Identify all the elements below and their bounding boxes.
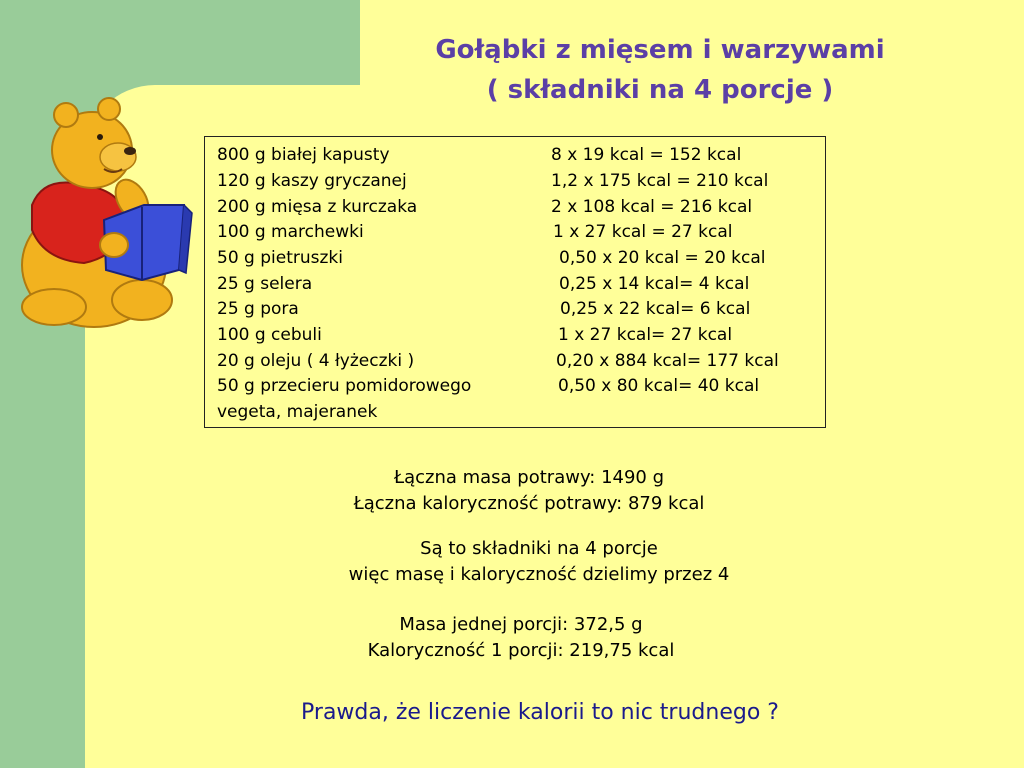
ingredient-calc: 1,2 x 175 kcal = 210 kcal <box>551 171 769 191</box>
ingredient-calc: 0,50 x 80 kcal= 40 kcal <box>558 376 760 396</box>
ingredient-item: 50 g przecieru pomidorowego <box>217 376 472 396</box>
ingredient-row <box>217 325 817 351</box>
ingredients-box <box>204 136 826 428</box>
note-line-2: więc masę i kaloryczność dzielimy przez 4 <box>348 564 730 585</box>
total-calorie-text: Łączna kaloryczność potrawy: 879 kcal <box>353 493 705 514</box>
ingredient-item: 50 g pietruszki <box>217 248 343 268</box>
ingredient-item: 200 g mięsa z kurczaka <box>217 197 418 217</box>
ingredient-calc: 2 x 108 kcal = 216 kcal <box>551 197 753 217</box>
ingredient-calc: 8 x 19 kcal = 152 kcal <box>551 145 742 165</box>
title-line-1: Gołąbki z mięsem i warzywami <box>435 35 885 65</box>
winnie-the-pooh-reading-icon <box>14 95 194 330</box>
closing-question: Prawda, że liczenie kalorii to nic trudnego ? <box>301 700 779 725</box>
total-mass-text: Łączna masa potrawy: 1490 g <box>393 467 665 488</box>
ingredient-calc: 0,25 x 22 kcal= 6 kcal <box>560 299 751 319</box>
ingredient-item: 100 g cebuli <box>217 325 322 345</box>
ingredient-item: 120 g kaszy gryczanej <box>217 171 407 191</box>
ingredient-row <box>217 376 817 402</box>
ingredient-item: vegeta, majeranek <box>217 402 378 422</box>
ingredient-row <box>217 145 817 171</box>
ingredient-calc: 0,20 x 884 kcal= 177 kcal <box>556 351 779 371</box>
portion-summary <box>196 612 846 664</box>
ingredient-calc: 1 x 27 kcal= 27 kcal <box>558 325 733 345</box>
ingredient-row <box>217 351 817 377</box>
ingredient-item: 20 g oleju ( 4 łyżeczki ) <box>217 351 415 371</box>
ingredient-calc: 0,50 x 20 kcal = 20 kcal <box>559 248 766 268</box>
ingredient-row <box>217 402 817 428</box>
ingredient-row <box>217 274 817 300</box>
ingredient-item: 100 g marchewki <box>217 222 364 242</box>
total-summary <box>204 465 854 517</box>
ingredient-row <box>217 248 817 274</box>
ingredient-item: 25 g selera <box>217 274 313 294</box>
ingredient-calc: 0,25 x 14 kcal= 4 kcal <box>559 274 750 294</box>
ingredient-item: 800 g białej kapusty <box>217 145 390 165</box>
page-title <box>360 30 960 110</box>
ingredient-row <box>217 299 817 325</box>
ingredient-row <box>217 197 817 223</box>
ingredient-row <box>217 222 817 248</box>
ingredient-row <box>217 171 817 197</box>
portion-mass-text: Masa jednej porcji: 372,5 g <box>399 614 643 635</box>
ingredient-item: 25 g pora <box>217 299 299 319</box>
title-line-2: ( składniki na 4 porcje ) <box>486 75 834 105</box>
division-note <box>214 536 864 588</box>
note-line-1: Są to składniki na 4 porcje <box>420 538 658 559</box>
ingredient-calc: 1 x 27 kcal = 27 kcal <box>553 222 733 242</box>
portion-calorie-text: Kaloryczność 1 porcji: 219,75 kcal <box>367 640 675 661</box>
